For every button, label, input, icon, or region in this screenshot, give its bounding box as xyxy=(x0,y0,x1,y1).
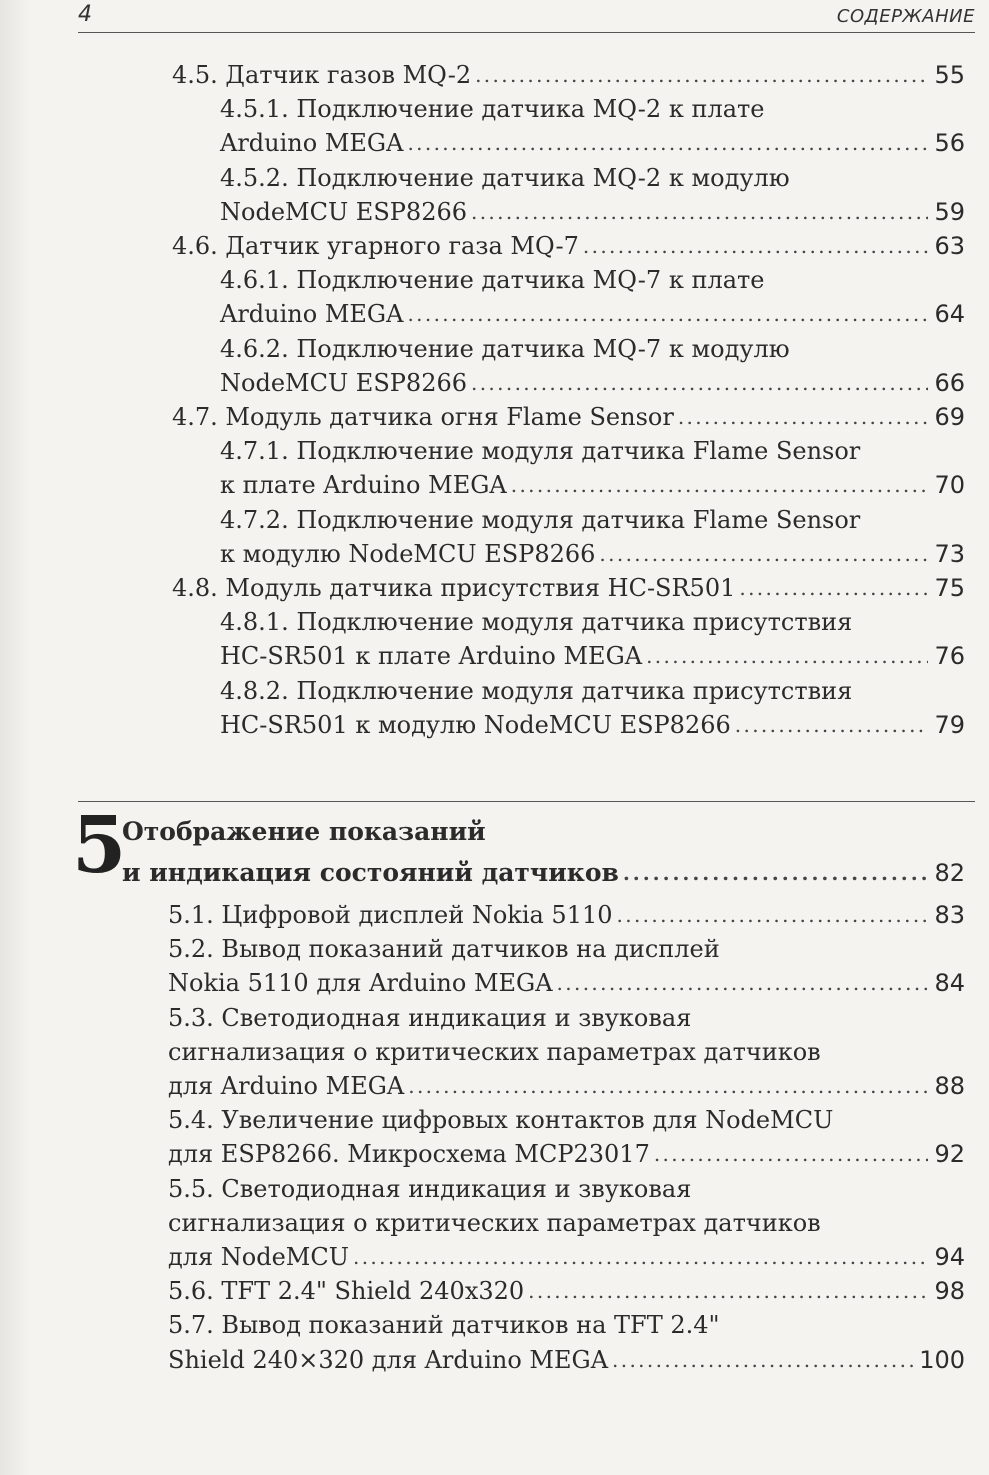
toc-page-number: 76 xyxy=(934,642,965,671)
toc-entry[interactable] xyxy=(220,639,965,673)
toc-entry[interactable] xyxy=(168,898,965,932)
chapter-title-entry[interactable] xyxy=(122,856,965,890)
toc-page-number: 64 xyxy=(934,300,965,329)
header-divider xyxy=(78,32,975,33)
toc-page-number: 79 xyxy=(934,710,965,739)
toc-entry-title-line: сигнализация о критических параметрах датчиков xyxy=(168,1208,821,1237)
toc-page-number: 84 xyxy=(934,969,965,998)
chapter-title-line2: и индикация состояний датчиков xyxy=(122,858,619,887)
toc-entry[interactable] xyxy=(220,708,965,742)
toc-page-number: 100 xyxy=(919,1345,965,1374)
toc-page-number: 66 xyxy=(934,368,965,397)
running-section-title: СОДЕРЖАНИЕ xyxy=(836,6,975,27)
toc-entry-title: к модулю NodeMCU ESP8266 xyxy=(220,539,596,568)
toc-entry-title: для NodeMCU xyxy=(168,1243,349,1271)
leader-dots xyxy=(407,126,928,160)
toc-page-number: 98 xyxy=(934,1277,965,1306)
leader-dots xyxy=(583,229,929,263)
toc-entry-title-line: 4.7.2. Подключение модуля датчика Flame Sensor xyxy=(220,505,861,534)
leader-dots xyxy=(735,708,929,742)
toc-entry-title: NodeMCU ESP8266 xyxy=(220,197,467,226)
toc-entry[interactable] xyxy=(168,966,965,1000)
chapter-title-line1: Отображение показаний xyxy=(122,817,486,846)
toc-page-number: 56 xyxy=(934,129,965,158)
leader-dots xyxy=(471,195,928,229)
toc-entry[interactable] xyxy=(220,297,965,331)
toc-entry-title: NodeMCU ESP8266 xyxy=(220,368,467,397)
leader-dots xyxy=(407,297,928,331)
toc-entry-title: для Arduino MEGA xyxy=(168,1072,405,1100)
toc-entry-title: 5.6. TFT 2.4" Shield 240x320 xyxy=(168,1277,525,1306)
leader-dots xyxy=(471,366,928,400)
toc-entry-title: Arduino MEGA xyxy=(220,129,404,158)
leader-dots xyxy=(599,537,928,571)
toc-page-number: 69 xyxy=(934,403,965,431)
toc-entry[interactable] xyxy=(168,1343,965,1377)
toc-page-number: 63 xyxy=(934,232,965,260)
toc-entry-title: 4.6. Датчик угарного газа MQ-7 xyxy=(172,232,579,260)
leader-dots xyxy=(408,1069,928,1103)
toc-page-number: 94 xyxy=(934,1243,965,1271)
toc-page-number: 73 xyxy=(934,539,965,568)
toc-entry-title: 5.1. Цифровой дисплей Nokia 5110 xyxy=(168,901,613,929)
toc-page-number: 59 xyxy=(934,197,965,226)
toc-entry[interactable] xyxy=(168,1137,965,1171)
leader-dots xyxy=(557,966,929,1000)
leader-dots xyxy=(353,1240,928,1274)
toc-page-number: 92 xyxy=(934,1140,965,1169)
toc-entry[interactable] xyxy=(172,571,965,605)
toc-page-number: 88 xyxy=(934,1072,965,1100)
leader-dots xyxy=(654,1137,929,1171)
toc-entry[interactable] xyxy=(172,400,965,434)
toc-entry-title: HC-SR501 к плате Arduino MEGA xyxy=(220,642,643,671)
leader-dots xyxy=(612,1343,913,1377)
toc-entry[interactable] xyxy=(220,537,965,571)
leader-dots xyxy=(646,639,928,673)
toc-entry-title-line: 4.6.1. Подключение датчика MQ-7 к плате xyxy=(220,266,765,295)
toc-page-number: 70 xyxy=(934,471,965,500)
toc-entry-title: 4.8. Модуль датчика присутствия HC-SR501 xyxy=(172,574,736,602)
chapter-page-number: 82 xyxy=(934,859,965,887)
page-number: 4 xyxy=(78,2,92,27)
chapter-divider xyxy=(78,801,975,802)
toc-entry-title-line: 5.7. Вывод показаний датчиков на TFT 2.4" xyxy=(168,1311,720,1340)
toc-page-number: 55 xyxy=(934,61,965,89)
toc-entry-title: 4.5. Датчик газов MQ-2 xyxy=(172,61,472,89)
leader-dots xyxy=(739,571,928,605)
toc-entry-title: Shield 240×320 для Arduino MEGA xyxy=(168,1345,609,1374)
toc-entry-title: к плате Arduino MEGA xyxy=(220,471,507,500)
toc-entry-title-line: 5.3. Светодиодная индикация и звуковая xyxy=(168,1003,692,1032)
toc-entry[interactable] xyxy=(168,1069,965,1103)
toc-entry-title-line: 4.8.1. Подключение модуля датчика присутствия xyxy=(220,608,853,637)
toc-entry-title-line: 4.8.2. Подключение модуля датчика присутствия xyxy=(220,676,853,705)
page-gutter-shadow xyxy=(0,0,30,1475)
leader-dots xyxy=(528,1274,928,1308)
chapter-number: 5 xyxy=(72,800,127,891)
toc-entry-title-line: 4.5.2. Подключение датчика MQ-2 к модулю xyxy=(220,163,790,192)
leader-dots xyxy=(475,58,928,92)
toc-entry[interactable] xyxy=(172,229,965,263)
toc-entry[interactable] xyxy=(168,1240,965,1274)
toc-entry-title-line: 4.6.2. Подключение датчика MQ-7 к модулю xyxy=(220,334,790,363)
toc-page-number: 75 xyxy=(934,574,965,602)
toc-entry-title-line: 5.5. Светодиодная индикация и звуковая xyxy=(168,1174,692,1203)
leader-dots xyxy=(623,856,929,890)
toc-entry-title-line: сигнализация о критических параметрах датчиков xyxy=(168,1037,821,1066)
toc-entry[interactable] xyxy=(168,1274,965,1308)
toc-entry[interactable] xyxy=(220,126,965,160)
toc-entry-title-line: 5.2. Вывод показаний датчиков на дисплей xyxy=(168,935,720,964)
toc-entry-title-line: 5.4. Увеличение цифровых контактов для NodeMCU xyxy=(168,1106,834,1135)
toc-entry[interactable] xyxy=(172,58,965,92)
toc-entry-title: Nokia 5110 для Arduino MEGA xyxy=(168,969,553,998)
leader-dots xyxy=(678,400,929,434)
toc-page-number: 83 xyxy=(934,901,965,929)
toc-entry[interactable] xyxy=(220,468,965,502)
toc-entry-title-line: 4.7.1. Подключение модуля датчика Flame Sensor xyxy=(220,437,861,466)
toc-entry-title: 4.7. Модуль датчика огня Flame Sensor xyxy=(172,403,674,431)
toc-entry-title: Arduino MEGA xyxy=(220,300,404,329)
toc-entry-title-line: 4.5.1. Подключение датчика MQ-2 к плате xyxy=(220,95,765,124)
toc-entry[interactable] xyxy=(220,366,965,400)
toc-entry-title: HC-SR501 к модулю NodeMCU ESP8266 xyxy=(220,710,731,739)
leader-dots xyxy=(617,898,929,932)
leader-dots xyxy=(511,468,929,502)
toc-entry-title: для ESP8266. Микросхема MCP23017 xyxy=(168,1140,650,1169)
running-header xyxy=(78,2,975,32)
toc-entry[interactable] xyxy=(220,195,965,229)
